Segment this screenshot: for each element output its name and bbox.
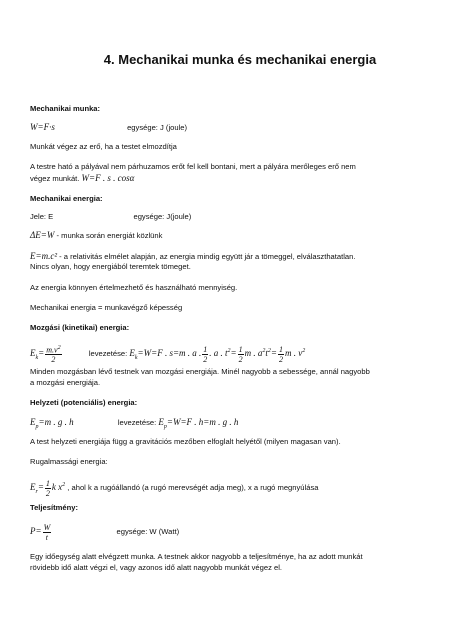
munka-text-2b-text: végez munkát.	[30, 174, 80, 183]
power-formula-row	[30, 520, 179, 543]
emc-text-b: Nincs olyan, hogy energiából teremtek tömeget.	[30, 262, 191, 271]
potential-derivation-label: levezetése:	[117, 418, 157, 427]
heading-rugalmassagi-energia: Rugalmassági energia:	[30, 457, 108, 466]
heading-mechanikai-munka: Mechanikai munka:	[30, 104, 101, 113]
elastic-formula-row	[30, 474, 318, 503]
heading-mozgasi-energia: Mozgási (kinetikai) energia:	[30, 323, 130, 332]
teljesitmeny-text-a: Egy időegység alatt elvégzett munka. A testnek akkor nagyobb a teljesítménye, ha az adott munkát	[30, 552, 363, 561]
munka-text-2b	[30, 173, 134, 184]
kinetic-formula: $E_k=$	[30, 348, 45, 361]
power-fraction: $\frac{W}{t}$	[43, 522, 51, 542]
kinetic-derivation-label: levezetése:	[88, 349, 128, 358]
work-formula: W=F·s	[30, 122, 55, 132]
potential-formula: $E_p=m$ . g . h	[30, 417, 74, 430]
mozgasi-text-a: Minden mozgásban lévő testnek van mozgási energiája. Minél nagyobb a sebessége, annál nagyobb	[30, 367, 370, 376]
emc-formula: E=m.c²	[30, 251, 58, 261]
energia-sign-row	[30, 212, 191, 222]
heading-teljesitmeny: Teljesítmény:	[30, 503, 78, 512]
energy-sign: Jele: E	[30, 212, 54, 221]
emc-text-a: - a relativitás elmélet alapján, az energia mindig együtt jár a tömeggel, elválaszthatatlan.	[59, 252, 356, 261]
munka-formula-row	[30, 122, 187, 133]
elastic-formula: $E_r=$	[30, 482, 44, 495]
kinetic-derivation: $E_k=W=F$ . s=m . a .	[129, 348, 202, 361]
work-cos-formula: W=F . s . cosα	[81, 173, 135, 183]
frac-half-1: $\frac{1}{2}$	[203, 344, 208, 364]
delta-energy-formula: ΔE=W	[30, 230, 55, 240]
work-unit: egysége: J (joule)	[127, 123, 188, 132]
energia-text-3: Az energia könnyen értelmezhető és használható mennyiség.	[30, 283, 238, 292]
energia-text-4: Mechanikai energia = munkavégző képesség	[30, 303, 183, 312]
frac-half-3: $\frac{1}{2}$	[278, 344, 283, 364]
mozgasi-text-b: a mozgási energiája.	[30, 378, 101, 387]
elastic-formula-end: k $x^2$	[51, 482, 66, 492]
potential-formula-row	[30, 417, 238, 432]
teljesitmeny-text-b: rövidebb idő alatt végzi el, vagy azonos idő alatt nagyobb munkát végez el.	[30, 563, 283, 572]
kinetic-formula-row	[30, 340, 305, 369]
power-unit: egysége: W (Watt)	[116, 527, 180, 536]
kinetic-derivation-mid2: m . $a^2t^2=$	[244, 348, 277, 358]
frac-half-elastic: $\frac{1}{2}$	[45, 478, 50, 498]
energy-unit: egysége: J(joule)	[133, 212, 192, 221]
kinetic-fraction: $\frac{m.v^2}{2}$	[46, 344, 61, 365]
heading-helyzeti-energia: Helyzeti (potenciális) energia:	[30, 398, 138, 407]
heading-mechanikai-energia: Mechanikai energia:	[30, 194, 103, 203]
page-title: 4. Mechanikai munka és mechanikai energia	[103, 52, 377, 67]
kinetic-derivation-end: m . $v^2$	[284, 348, 306, 358]
power-formula: P=	[30, 526, 42, 536]
helyzeti-text: A test helyzeti energiája függ a gravitációs mezőben elfoglalt helyétől (milyen magasan van).	[30, 437, 341, 446]
elastic-text: , ahol k a rugóállandó (a rugó merevségét adja meg), x a rugó megnyúlása	[67, 483, 319, 492]
munka-text-1: Munkát végez az erő, ha a testet elmozdítja	[30, 142, 177, 151]
energia-emc-row	[30, 251, 355, 262]
kinetic-derivation-mid1: . a . $t^2=$	[209, 348, 237, 358]
delta-energy-text: - munka során energiát közlünk	[56, 231, 163, 240]
potential-derivation: $E_p=W=F$ . h=m . g . h	[158, 417, 239, 430]
frac-half-2: $\frac{1}{2}$	[238, 344, 243, 364]
energia-delta-row	[30, 230, 162, 241]
munka-text-2a: A testre ható a pályával nem párhuzamos erőt fel kell bontani, mert a pályára merőleges erő nem	[30, 162, 356, 171]
